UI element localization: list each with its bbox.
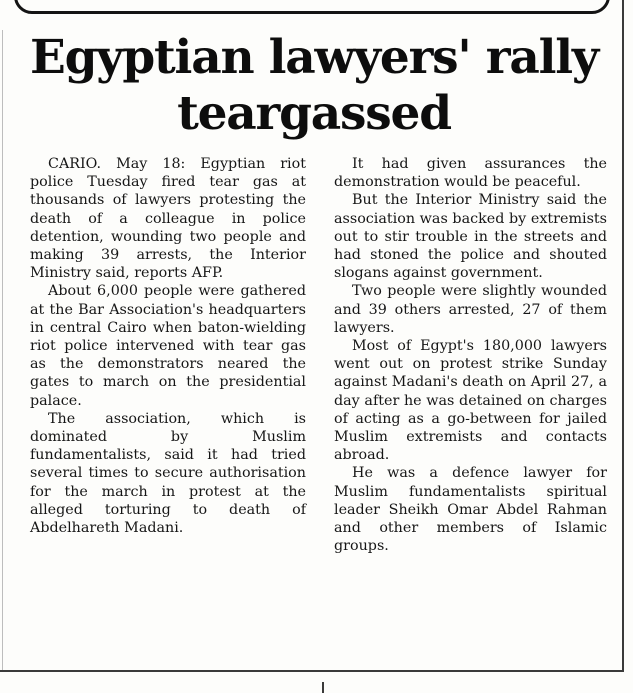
left-column-rule (2, 30, 3, 670)
article-paragraph: CARIO. May 18: Egyptian riot police Tuesday fired tear gas at thousands of lawyers protesting the death of a colleague in police detention, wounding two people and making 39 arrests, the Interior Ministry said, reports AFP. (30, 156, 306, 282)
right-column-rule (622, 0, 624, 672)
article-paragraph: About 6,000 people were gathered at the Bar Association's headquarters in central Cairo when baton-wielding riot police intervened with tear gas as the demonstrators neared the gates to march on the presidential palace. (30, 283, 306, 409)
adjacent-box-border (14, 0, 610, 14)
article-paragraph: He was a defence lawyer for Muslim fundamentalists spiritual leader Sheikh Omar Abdel Rahman and other members of Islamic groups. (334, 465, 607, 555)
headline: Egyptian lawyers' rally teargassed (29, 30, 598, 141)
article-column-right (334, 155, 607, 555)
next-article-column-rule (322, 682, 324, 693)
article-paragraph: Most of Egypt's 180,000 lawyers went out on protest strike Sunday against Madani's death on April 27, a day after he was detained on charges of acting as a go-between for jailed Muslim extremists and contacts abroad. (334, 338, 607, 464)
article-paragraph: Two people were slightly wounded and 39 others arrested, 27 of them lawyers. (334, 283, 607, 336)
bottom-divider-rule (0, 670, 622, 672)
article-paragraph: It had given assurances the demonstration would be peaceful. (334, 156, 607, 191)
article-column-left (30, 155, 306, 537)
article-paragraph: The association, which is dominated by Muslim fundamentalists, said it had tried several times to secure authorisation for the march in protest at the alleged torturing to death of Abdelhareth Madani. (30, 410, 306, 537)
article-paragraph: But the Interior Ministry said the association was backed by extremists out to stir trouble in the streets and had stoned the police and shouted slogans against government. (334, 192, 607, 282)
